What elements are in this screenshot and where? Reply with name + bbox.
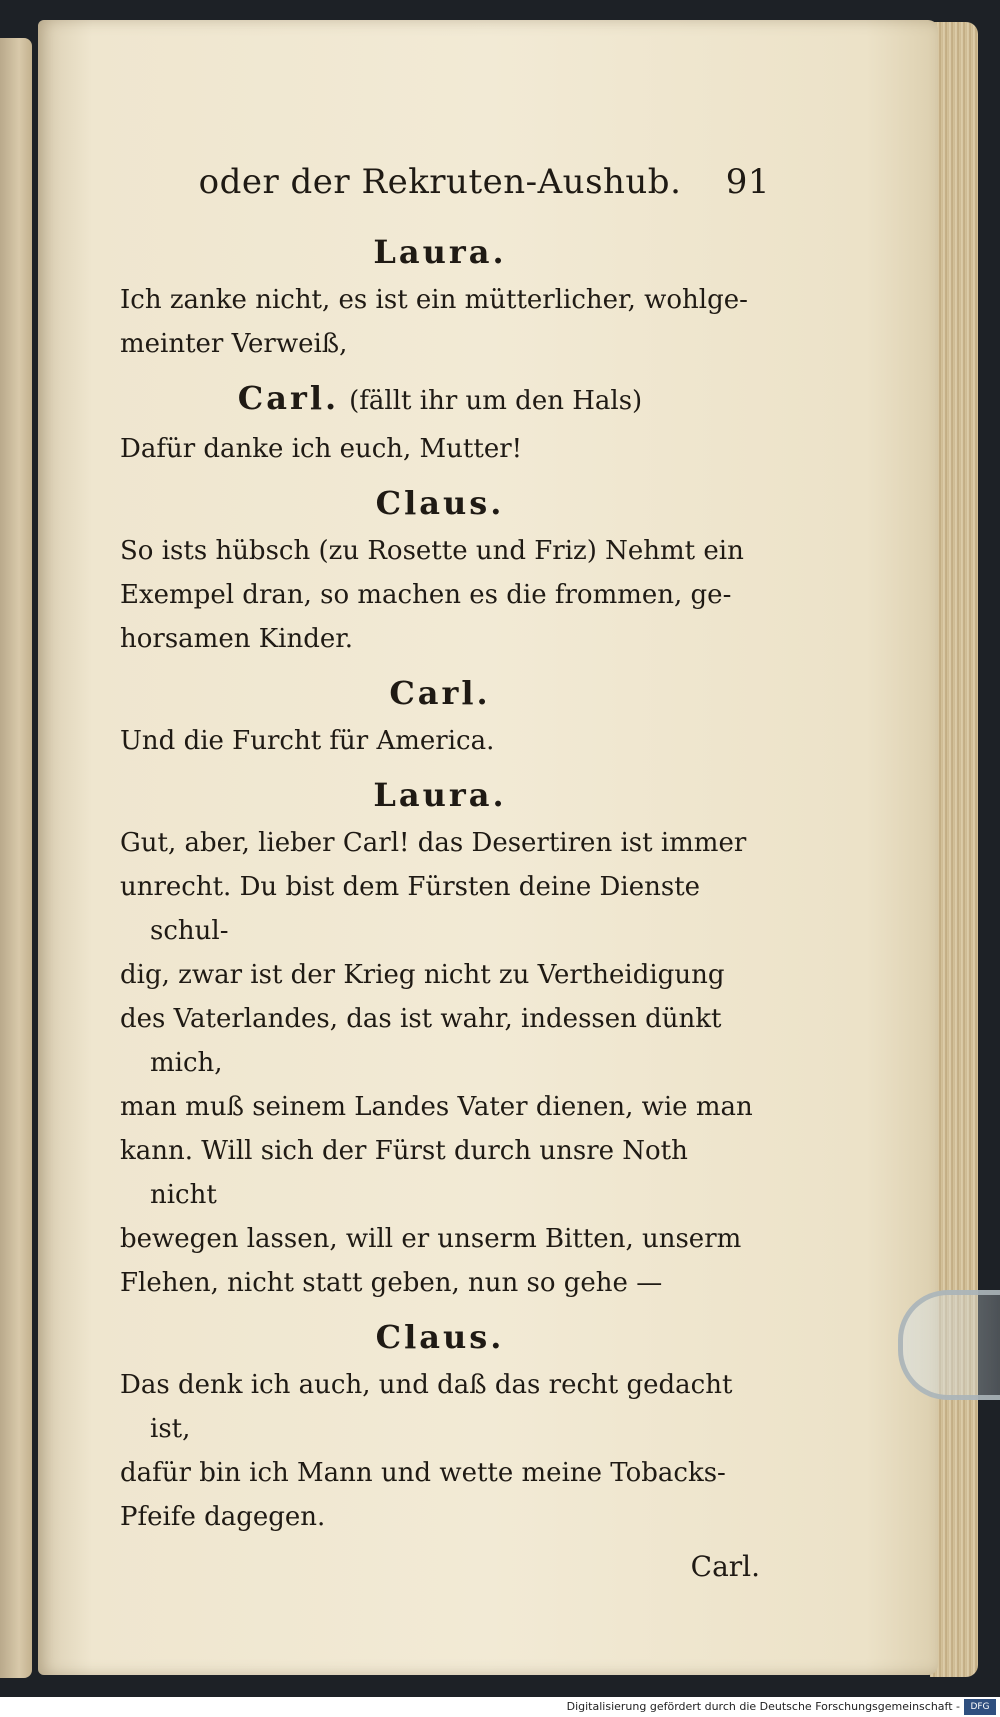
speech-line: Pfeife dagegen. [120, 1502, 326, 1532]
speech-line: des Vaterlandes, das ist wahr, indessen dünkt mich, [120, 1004, 722, 1078]
speaker-name: Claus. [375, 484, 505, 522]
facing-page-edge [0, 38, 32, 1678]
stage-direction: (fällt ihr um den Hals) [349, 386, 643, 416]
speech-line: Exempel dran, so machen es die frommen, ge- [120, 580, 732, 610]
speech-line: dig, zwar ist der Krieg nicht zu Vertheidigung [120, 960, 725, 990]
dialogue-block [120, 230, 760, 366]
speech-line: Und die Furcht für America. [120, 726, 495, 756]
speech-line: Gut, aber, lieber Carl! das Desertiren ist immer [120, 828, 747, 858]
speech-line: man muß seinem Landes Vater dienen, wie man [120, 1092, 753, 1122]
page-clip [898, 1290, 1000, 1400]
running-title: oder der Rekruten-Aushub. [198, 162, 682, 202]
dialogue-block [120, 376, 760, 471]
speech-line: horsamen Kinder. [120, 624, 354, 654]
speech-line: Ich zanke nicht, es ist ein mütterlicher, wohlge- [120, 285, 748, 315]
speaker-name: Laura. [373, 233, 507, 271]
speaker-name: Laura. [373, 776, 507, 814]
speech-line: Flehen, nicht statt geben, nun so gehe — [120, 1268, 663, 1298]
speech-line: So ists hübsch (zu Rosette und Friz) Nehmt ein [120, 536, 744, 566]
speech-line: dafür bin ich Mann und wette meine Tobacks- [120, 1458, 726, 1488]
speech-line: Dafür danke ich euch, Mutter! [120, 434, 523, 464]
speech-line: bewegen lassen, will er unserm Bitten, unserm [120, 1224, 742, 1254]
dialogue-block [120, 773, 760, 1305]
dfg-logo: DFG [964, 1699, 996, 1715]
page-text [120, 160, 770, 1589]
digitization-credit: Digitalisierung gefördert durch die Deutsche Forschungsgemeinschaft - [0, 1697, 1000, 1717]
dialogue-block [120, 481, 760, 661]
running-header [120, 160, 770, 220]
speech-line: Das denk ich auch, und daß das recht gedacht ist, [120, 1370, 733, 1444]
speaker-name: Carl. (fällt ihr um den Hals) [237, 379, 643, 417]
speaker-name: Claus. [375, 1318, 505, 1356]
page-number: 91 [725, 162, 770, 202]
speaker-name: Carl. [389, 674, 491, 712]
dialogue-block [120, 1315, 760, 1539]
dialogue-block [120, 671, 760, 763]
speech-line: unrecht. Du bist dem Fürsten deine Dienste schul- [120, 872, 701, 946]
catchword: Carl. [690, 1550, 760, 1583]
speech-line: kann. Will sich der Fürst durch unsre Noth nicht [120, 1136, 688, 1210]
speech-line: meinter Verweiß, [120, 329, 348, 359]
